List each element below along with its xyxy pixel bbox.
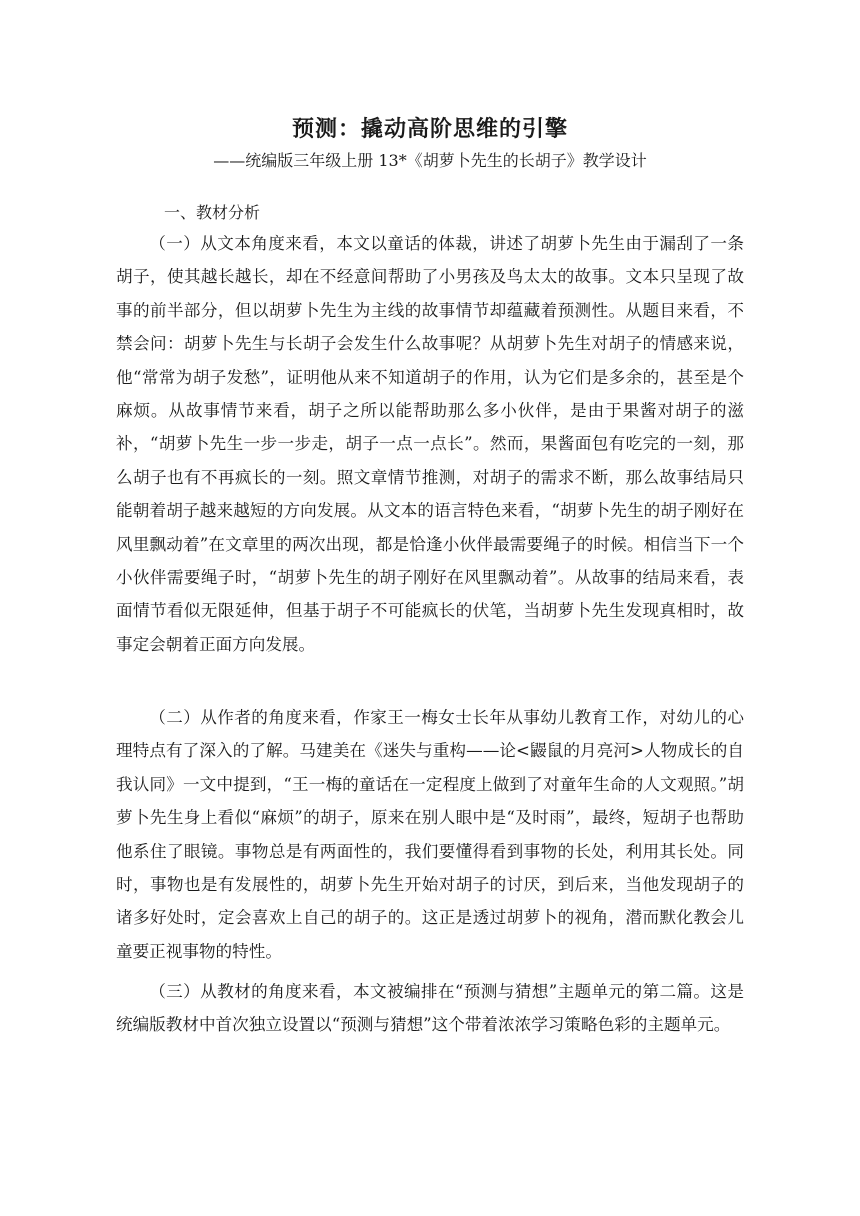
paragraph-author-analysis: （二）从作者的角度来看，作家王一梅女士长年从事幼儿教育工作，对幼儿的心理特点有了深入的了解。马建美在《迷失与重构——论<鼹鼠的月亮河>人物成长的自我认同》一文中提到，“王一梅的童话在一定程度上做到了对童年生命的人文观照。”胡萝卜先生身上看似“麻烦”的胡子，原来在别人眼中是“及时雨”，最终，短胡子也帮助他系住了眼镜。事物总是有两面性的，我们要懂得看到事物的长处，利用其长处。同时，事物也是有发展性的，胡萝卜先生开始对胡子的讨厌，到后来，当他发现胡子的诸多好处时，定会喜欢上自己的胡子的。这正是透过胡萝卜的视角，潜而默化教会儿童要正视事物的特性。 (116, 708, 744, 961)
document-subtitle: ——统编版三年级上册 13*《胡萝卜先生的长胡子》教学设计 (213, 151, 647, 170)
paragraph-textbook-analysis: （三）从教材的角度来看，本文被编排在“预测与猜想”主题单元的第二篇。这是统编版教材中首次独立设置以“预测与猜想”这个带着浓浓学习策略色彩的主题单元。 (116, 982, 744, 1035)
section-heading: 一、教材分析 (164, 203, 261, 222)
paragraph-text-analysis: （一）从文本角度来看，本文以童话的体裁，讲述了胡萝卜先生由于漏刮了一条胡子，使其越长越长，却在不经意间帮助了小男孩及鸟太太的故事。文本只呈现了故事的前半部分，但以胡萝卜先生为主线的故事情节却蕴藏着预测性。从题目来看，不禁会问：胡萝卜先生与长胡子会发生什么故事呢？从胡萝卜先生对胡子的情感来说，他“常常为胡子发愁”，证明他从来不知道胡子的作用，认为它们是多余的，甚至是个麻烦。从故事情节来看，胡子之所以能帮助那么多小伙伴，是由于果酱对胡子的滋补，“胡萝卜先生一步一步走，胡子一点一点长”。然而，果酱面包有吃完的一刻，那么胡子也有不再疯长的一刻。照文章情节推测，对胡子的需求不断，那么故事结局只能朝着胡子越来越短的方向发展。从文本的语言特色来看，“胡萝卜先生的胡子刚好在风里飘动着”在文章里的两次出现，都是恰逢小伙伴最需要绳子的时候。相信当下一个小伙伴需要绳子时，“胡萝卜先生的胡子刚好在风里飘动着”。从故事的结局来看，表面情节看似无限延伸，但基于胡子不可能疯长的伏笔，当胡萝卜先生发现真相时，故事定会朝着正面方向发展。 (116, 234, 744, 654)
document-title: 预测：撬动高阶思维的引擎 (291, 116, 568, 142)
